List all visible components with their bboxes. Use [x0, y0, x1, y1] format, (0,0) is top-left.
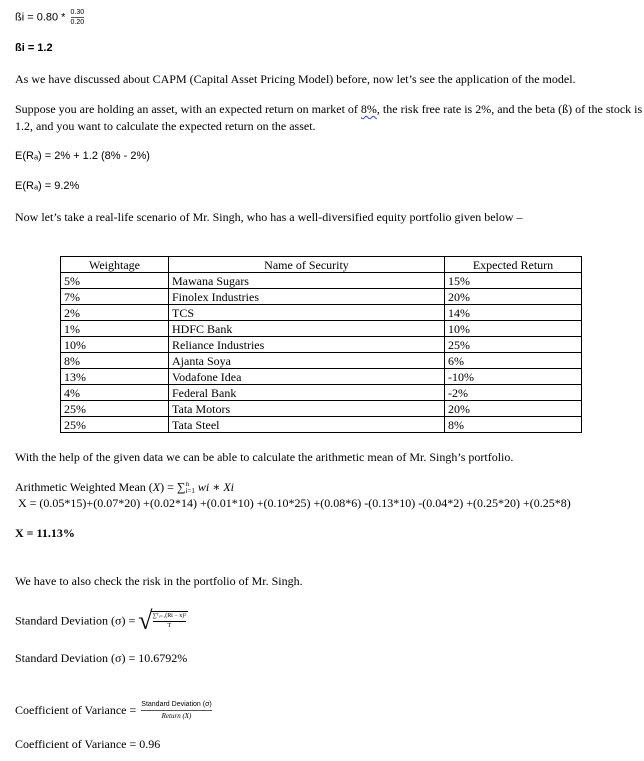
table-row: [61, 385, 582, 401]
cell-weightage: 5%: [61, 273, 169, 289]
cell-expected-return: 20%: [445, 289, 582, 305]
mean-expansion: X = (0.05*15)+(0.07*20) +(0.02*14) +(0.01*10) +(0.10*25) +(0.08*6) -(0.13*10) -(0.04*2) +(0.25*20) +(0.25*8): [18, 496, 571, 510]
suppose-paragraph-line1: [15, 102, 642, 117]
cv-fraction: [141, 700, 211, 721]
cv-result: Coefficient of Variance = 0.96: [15, 737, 161, 751]
beta-formula: [15, 8, 84, 27]
std-dev-denominator: T: [153, 621, 187, 631]
portfolio-table: [60, 256, 582, 433]
cell-weightage: 7%: [61, 289, 169, 305]
cell-expected-return: 25%: [445, 337, 582, 353]
capm-intro-paragraph: As we have discussed about CAPM (Capital Asset Pricing Model) before, now let’s see the application of the model.: [15, 72, 576, 86]
table-row: [61, 417, 582, 433]
table-row: [61, 369, 582, 385]
beta-result: ßi = 1.2: [15, 42, 53, 54]
cell-expected-return: 10%: [445, 321, 582, 337]
cell-expected-return: -10%: [445, 369, 582, 385]
weighted-mean-eq: ) =: [160, 480, 177, 494]
cell-expected-return: 15%: [445, 273, 582, 289]
header-weightage: Weightage: [61, 257, 169, 273]
suppose-text-c: , the risk free rate is 2%, and the beta (ß) of the stock is: [376, 102, 643, 116]
table-row: [61, 289, 582, 305]
cell-expected-return: -2%: [445, 385, 582, 401]
cell-weightage: 25%: [61, 417, 169, 433]
expected-return-formula: E(Rₐ) = 2% + 1.2 (8% - 2%): [15, 150, 150, 162]
cv-formula: [15, 700, 212, 721]
cell-expected-return: 20%: [445, 401, 582, 417]
cell-expected-return: 8%: [445, 417, 582, 433]
cell-expected-return: 14%: [445, 305, 582, 321]
cell-expected-return: 6%: [445, 353, 582, 369]
cell-weightage: 2%: [61, 305, 169, 321]
cell-weightage: 10%: [61, 337, 169, 353]
std-dev-formula: [15, 608, 188, 634]
cell-weightage: 25%: [61, 401, 169, 417]
mean-intro-paragraph: With the help of the given data we can be able to calculate the arithmetic mean of Mr. Singh’s portfolio.: [15, 450, 514, 464]
beta-fraction: [71, 8, 85, 27]
cell-security-name: TCS: [169, 305, 445, 321]
weighted-mean-term: wi ∗ Xi: [194, 480, 235, 494]
suppose-text-a: Suppose you are holding an asset, with an expected return on market of: [15, 102, 361, 116]
weighted-mean-x: X: [152, 480, 161, 494]
cell-security-name: HDFC Bank: [169, 321, 445, 337]
cv-label: Coefficient of Variance =: [15, 703, 140, 717]
beta-formula-lhs: ßi = 0.80 *: [15, 11, 66, 24]
cell-security-name: Tata Motors: [169, 401, 445, 417]
beta-numerator: 0.30: [70, 9, 85, 16]
cv-numerator: Standard Deviation (σ): [141, 701, 212, 708]
std-dev-label: Standard Deviation (σ) =: [15, 613, 139, 628]
table-row: [61, 321, 582, 337]
sum-symbol: ∑: [176, 480, 186, 494]
sqrt-expression: [138, 608, 188, 634]
spelling-marked-text: 8%: [360, 102, 377, 116]
cell-security-name: Ajanta Soya: [169, 353, 445, 369]
table-row: [61, 273, 582, 289]
table-row: [61, 305, 582, 321]
cell-security-name: Reliance Industries: [169, 337, 445, 353]
sqrt-radical: √: [138, 606, 153, 635]
cell-weightage: 13%: [61, 369, 169, 385]
header-expected-return: Expected Return: [445, 257, 582, 273]
sqrt-fraction: [151, 611, 189, 631]
table-row: [61, 401, 582, 417]
singh-intro-paragraph: Now let’s take a real-life scenario of Mr. Singh, who has a well-diversified equity portfolio given below –: [15, 210, 523, 224]
cell-weightage: 4%: [61, 385, 169, 401]
expected-return-result: E(Rₐ) = 9.2%: [15, 180, 80, 192]
cell-weightage: 1%: [61, 321, 169, 337]
table-row: [61, 353, 582, 369]
weighted-mean-label: Arithmetic Weighted Mean (: [15, 480, 153, 494]
mean-result: X = 11.13%: [15, 526, 75, 540]
cell-security-name: Finolex Industries: [169, 289, 445, 305]
suppose-paragraph-line2: 1.2, and you want to calculate the expected return on the asset.: [15, 119, 316, 133]
std-dev-result: Standard Deviation (σ) = 10.6792%: [15, 651, 188, 665]
table-header-row: [61, 257, 582, 273]
cv-denominator: Return (X): [141, 710, 211, 721]
cell-security-name: Tata Steel: [169, 417, 445, 433]
header-security: Name of Security: [169, 257, 445, 273]
weighted-mean-formula: [15, 480, 234, 495]
cell-security-name: Vodafone Idea: [169, 369, 445, 385]
risk-paragraph: We have to also check the risk in the portfolio of Mr. Singh.: [15, 574, 303, 588]
table-row: [61, 337, 582, 353]
cell-security-name: Federal Bank: [169, 385, 445, 401]
cell-weightage: 8%: [61, 353, 169, 369]
cell-security-name: Mawana Sugars: [169, 273, 445, 289]
sum-upper-limit: n: [185, 480, 189, 489]
std-dev-numerator: ∑ᵀᵢ₌₁(Rt − x)²: [152, 613, 187, 619]
sum-lower-limit: i=1: [185, 487, 195, 496]
beta-denominator: 0.20: [70, 19, 85, 26]
